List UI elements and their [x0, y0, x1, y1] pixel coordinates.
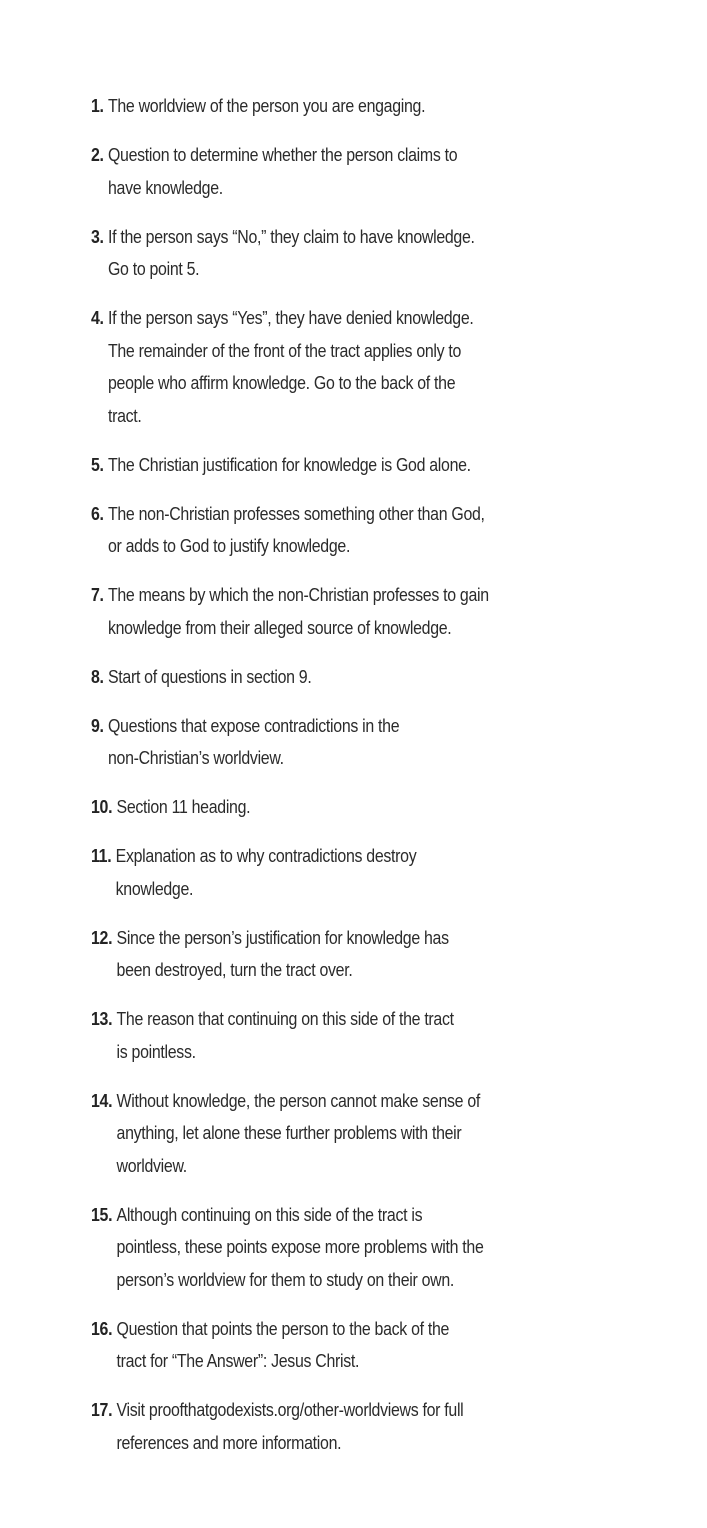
item-text-line: The reason that continuing on this side of the tract [116, 1008, 454, 1029]
item-text [117, 1199, 650, 1297]
item-text-line: or adds to God to justify knowledge. [107, 535, 351, 556]
item-number: 7. [91, 584, 104, 605]
item-number: 3. [91, 225, 104, 247]
item-text-line: pointless, these points expose more problems with the [116, 1236, 484, 1257]
list-item [91, 449, 650, 482]
list-item [91, 498, 650, 563]
item-number: 16. [91, 1317, 113, 1339]
item-text-line: person’s worldview for them to study on their own. [116, 1268, 455, 1290]
list-item [91, 710, 650, 775]
item-number: 2. [91, 144, 104, 165]
item-text-line: Without knowledge, the person cannot make sense of [116, 1089, 481, 1111]
item-text-line: been destroyed, turn the tract over. [116, 959, 353, 980]
item-text-line: The remainder of the front of the tract applies only to [107, 339, 462, 361]
item-text-line: If the person says “No,” they claim to have knowledge. [107, 225, 475, 247]
item-text [117, 1085, 650, 1183]
item-text-line: The Christian justification for knowledge is God alone. [107, 453, 471, 475]
list-item [91, 1199, 650, 1297]
item-text [108, 498, 650, 563]
item-text-line: is pointless. [116, 1040, 196, 1062]
list-item [91, 139, 650, 204]
item-text-line: The worldview of the person you are engaging. [107, 95, 426, 116]
item-text-line: tract for “The Answer”: Jesus Christ. [116, 1350, 360, 1371]
item-text [117, 922, 650, 987]
item-text-line: Question that points the person to the back of the [116, 1317, 450, 1339]
item-number: 14. [91, 1089, 113, 1111]
item-text-line: knowledge. [115, 877, 194, 899]
item-text-line: Although continuing on this side of the tract is [116, 1203, 423, 1225]
item-text-line: Go to point 5. [107, 258, 200, 279]
item-text-line: people who affirm knowledge. Go to the back of the [107, 372, 456, 393]
list-item [91, 1085, 650, 1183]
item-number: 9. [91, 714, 104, 736]
item-text-line: Section 11 heading. [116, 796, 251, 817]
item-number: 6. [91, 502, 104, 524]
item-text-line: Questions that expose contradictions in the [107, 714, 400, 736]
item-text-line: tract. [107, 404, 142, 426]
item-number: 15. [91, 1203, 113, 1225]
item-number: 5. [91, 453, 104, 475]
item-text-line: knowledge from their alleged source of knowledge. [107, 616, 452, 638]
list-item [91, 922, 650, 987]
item-text-line: non-Christian’s worldview. [107, 747, 284, 768]
list-item [91, 840, 650, 905]
item-number: 12. [91, 926, 113, 948]
item-text [108, 579, 650, 644]
list-item [91, 1313, 650, 1378]
item-text [117, 791, 650, 824]
item-text-line: Visit proofthatgodexists.org/other-worldviews for full [116, 1399, 464, 1420]
item-text [108, 90, 650, 123]
item-number: 4. [91, 307, 104, 328]
item-text [116, 840, 650, 905]
item-text-line: Question to determine whether the person claims to [107, 144, 458, 165]
item-text-line: The non-Christian professes something other than God, [107, 502, 485, 524]
item-text-line: references and more information. [116, 1431, 342, 1453]
item-number: 1. [91, 95, 104, 116]
item-number: 11. [91, 845, 112, 866]
item-text-line: anything, let alone these further problems with their [116, 1122, 462, 1143]
item-text-line: Since the person’s justification for knowledge has [116, 926, 449, 948]
numbered-list [91, 90, 651, 1476]
list-item [91, 791, 650, 824]
item-text-line: Start of questions in section 9. [107, 665, 312, 687]
item-text [117, 1313, 650, 1378]
list-item [91, 1394, 650, 1459]
item-text [117, 1003, 650, 1068]
item-text-line: The means by which the non-Christian professes to gain [107, 584, 489, 605]
item-text-line: worldview. [116, 1154, 187, 1176]
item-number: 8. [91, 665, 104, 687]
item-text [108, 710, 650, 775]
item-text [108, 302, 650, 432]
item-text-line: Explanation as to why contradictions destroy [115, 845, 417, 866]
item-text [108, 139, 650, 204]
item-text-line: have knowledge. [107, 176, 223, 198]
item-number: 17. [91, 1399, 113, 1420]
item-text [108, 449, 650, 482]
item-text [108, 661, 650, 694]
item-text [108, 221, 650, 286]
list-item [91, 302, 650, 432]
list-item [91, 90, 650, 123]
list-item [91, 1003, 650, 1068]
list-item [91, 661, 650, 694]
item-number: 10. [91, 796, 113, 817]
list-item [91, 221, 650, 286]
list-item [91, 579, 650, 644]
item-text-line: If the person says “Yes”, they have denied knowledge. [107, 307, 474, 328]
item-text [117, 1394, 650, 1459]
item-number: 13. [91, 1008, 113, 1029]
